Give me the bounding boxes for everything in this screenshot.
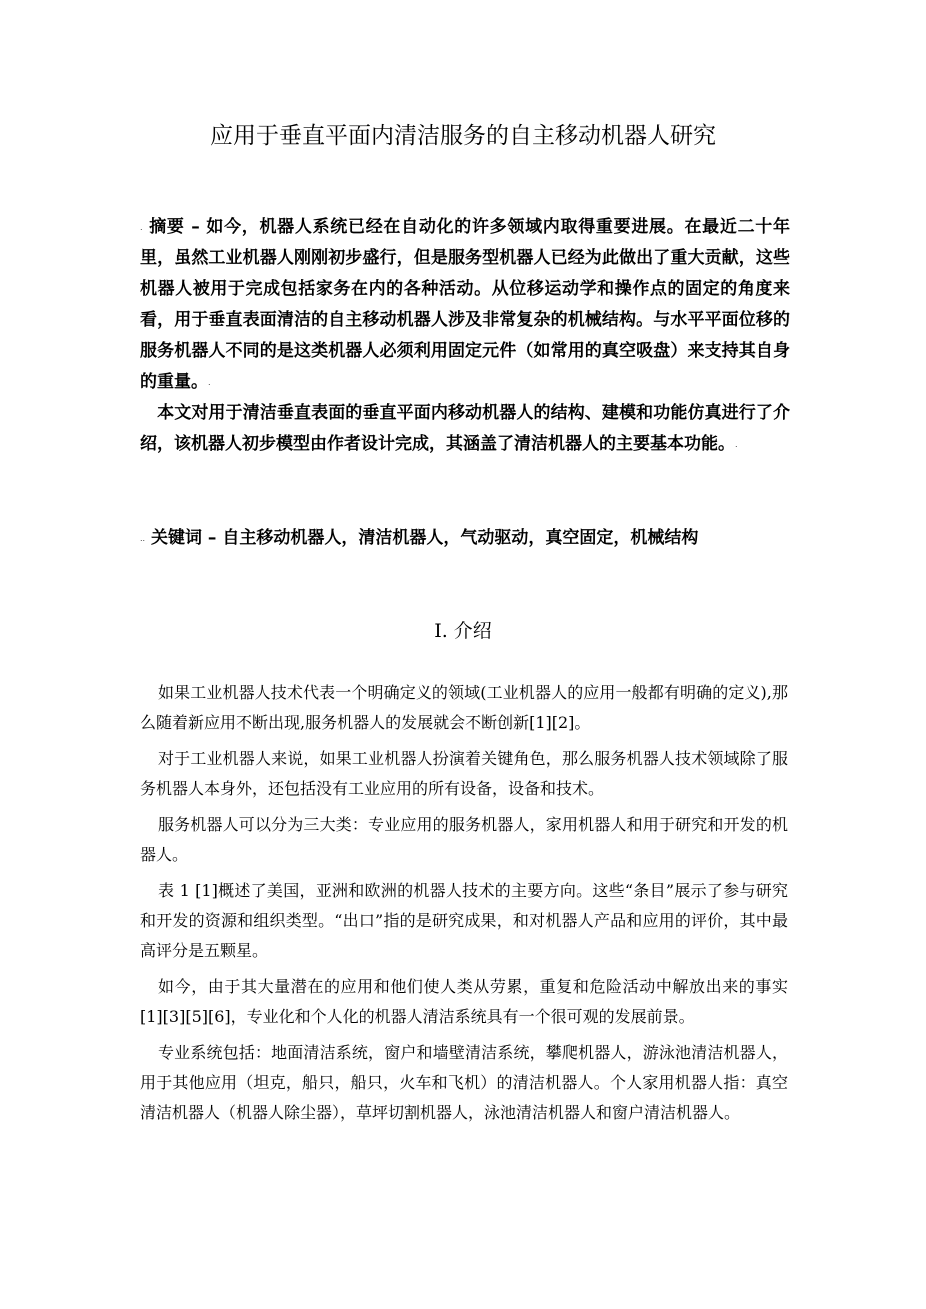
abstract-paragraph-1	[140, 212, 790, 398]
abstract	[140, 212, 790, 460]
body-paragraph: 服务机器人可以分为三大类：专业应用的服务机器人，家用机器人和用于研究和开发的机器人。	[140, 815, 788, 864]
paragraph-mark-icon: .	[735, 440, 738, 449]
paragraph-mark-icon: ..	[140, 534, 146, 543]
paper-title: 应用于垂直平面内清洁服务的自主移动机器人研究	[210, 123, 716, 149]
abstract-text-1: 摘要 – 如今，机器人系统已经在自动化的许多领域内取得重要进展。在最近二十年里，虽然工业机器人刚刚初步盛行，但是服务型机器人已经为此做出了重大贡献，这些机器人被用于完成包括家务在内的各种活动。从位移运动学和操作点的固定的角度来看，用于垂直表面清洁的自主移动机器人涉及非常复杂的机械结构。与水平平面位移的服务机器人不同的是这类机器人必须利用固定元件（如常用的真空吸盘）来支持其自身的重量。	[140, 217, 791, 392]
body-paragraph: 表 1 [1]概述了美国，亚洲和欧洲的机器人技术的主要方向。这些“条目”展示了参与研究和开发的资源和组织类型。“出口”指的是研究成果，和对机器人产品和应用的评价，其中最高评分是五颗星。	[140, 881, 788, 960]
section-body	[140, 678, 788, 1134]
paragraph-mark-icon: .	[140, 223, 143, 232]
body-paragraph: 如果工业机器人技术代表一个明确定义的领域(工业机器人的应用一般都有明确的定义),那么随着新应用不断出现,服务机器人的发展就会不断创新[1][2]。	[140, 683, 788, 732]
paragraph-mark-icon: .	[208, 378, 211, 387]
body-paragraph: 对于工业机器人来说，如果工业机器人扮演着关键角色，那么服务机器人技术领域除了服务机器人本身外，还包括没有工业应用的所有设备，设备和技术。	[140, 749, 788, 798]
section-heading-introduction: I. 介绍	[434, 620, 492, 642]
keywords-text: 关键词 – 自主移动机器人，清洁机器人，气动驱动，真空固定，机械结构	[151, 528, 699, 548]
body-paragraph: 专业系统包括：地面清洁系统，窗户和墙壁清洁系统，攀爬机器人，游泳池清洁机器人，用于其他应用（坦克，船只，船只，火车和飞机）的清洁机器人。个人家用机器人指：真空清洁机器人（机器人除尘器），草坪切割机器人，泳池清洁机器人和窗户清洁机器人。	[140, 1043, 788, 1122]
keywords	[140, 523, 820, 554]
abstract-paragraph-2	[140, 398, 790, 460]
abstract-text-2: 本文对用于清洁垂直表面的垂直平面内移动机器人的结构、建模和功能仿真进行了介绍，该机器人初步模型由作者设计完成，其涵盖了清洁机器人的主要基本功能。	[140, 403, 790, 454]
body-paragraph: 如今，由于其大量潜在的应用和他们使人类从劳累，重复和危险活动中解放出来的事实[1][3][5][6]，专业化和个人化的机器人清洁系统具有一个很可观的发展前景。	[140, 977, 788, 1026]
